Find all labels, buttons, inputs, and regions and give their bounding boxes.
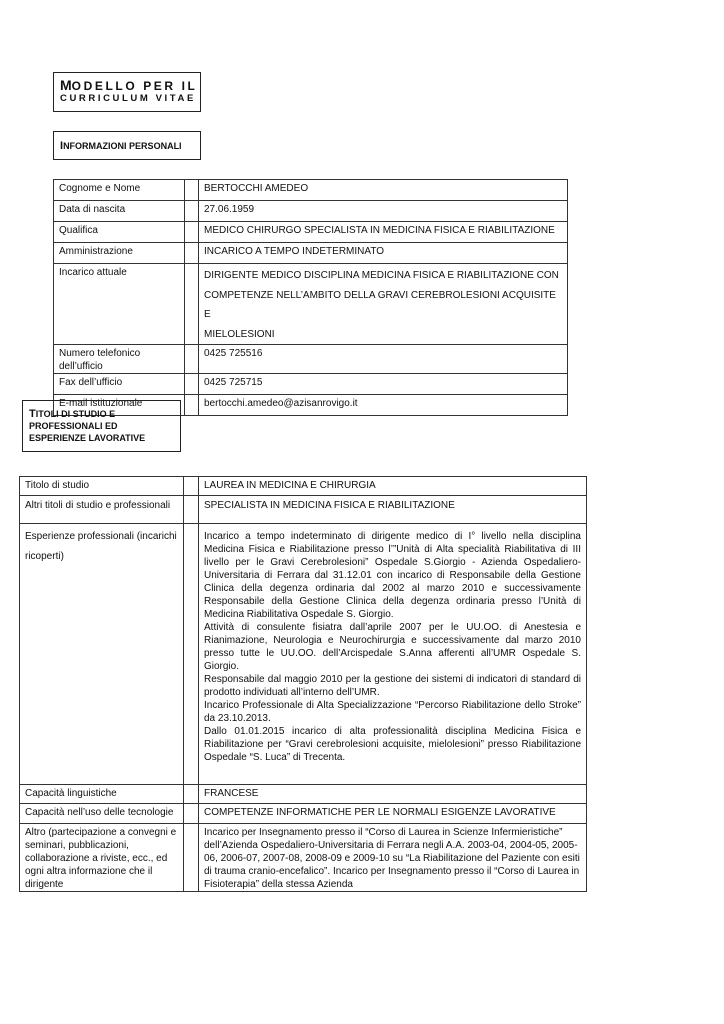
- row-value: SPECIALISTA IN MEDICINA FISICA E RIABILITAZIONE: [199, 496, 587, 524]
- table-row: [54, 374, 568, 395]
- row-label: Esperienze professionali (incarichi ricoperti): [20, 524, 184, 785]
- table-row: [20, 824, 587, 892]
- row-value: 0425 725715: [199, 374, 568, 395]
- row-label: Qualifica: [54, 222, 185, 243]
- row-value: MEDICO CHIRURGO SPECIALISTA IN MEDICINA FISICA E RIABILITAZIONE: [199, 222, 568, 243]
- title-line-2: CURRICULUM VITAE: [60, 93, 196, 104]
- row-value: INCARICO A TEMPO INDETERMINATO: [199, 243, 568, 264]
- table-row: [20, 785, 587, 804]
- row-label: Capacità linguistiche: [20, 785, 184, 804]
- row-value: bertocchi.amedeo@azisanrovigo.it: [199, 395, 568, 416]
- row-label: Cognome e Nome: [54, 180, 185, 201]
- row-value: 0425 725516: [199, 345, 568, 374]
- row-value: COMPETENZE INFORMATICHE PER LE NORMALI ESIGENZE LAVORATIVE: [199, 804, 587, 824]
- table-row: [54, 201, 568, 222]
- personal-info-table: [53, 179, 568, 416]
- row-label: Incarico attuale: [54, 264, 185, 345]
- row-value: BERTOCCHI AMEDEO: [199, 180, 568, 201]
- table-row: [54, 243, 568, 264]
- experience-paragraph: Incarico Professionale di Alta Specializzazione “Percorso Riabilitazione dello Stroke” da 23.10.2013.: [204, 700, 581, 724]
- experience-paragraph: Incarico a tempo indeterminato di dirigente medico di I° livello nella disciplina Medicina Fisica e Riabilitazione presso l’”Unità di Alta specialità Riabilitativa di III livello per le Gravi Cerebrolesioni” Ospedale S.Giorgio - Azienda Ospedaliero-Universitaria di Ferrara dal 31.12.01 con incarico di Responsabile della Gestione Clinica della degenza ordinaria dal 2002 al marzo 2010 e successivamente Responsabile della Gestione Clinica della degenza ordinaria presso l’Unità di Medicina Riabilitativa Ospedale S. Giorgio.: [204, 531, 581, 620]
- row-label: Altro (partecipazione a convegni e seminari, pubblicazioni, collaborazione a riviste, ecc., ed ogni altra informazione che il dirigente: [20, 824, 184, 892]
- row-value: LAUREA IN MEDICINA E CHIRURGIA: [199, 477, 587, 496]
- row-label: Titolo di studio: [20, 477, 184, 496]
- curriculum-title-box: [53, 72, 201, 112]
- table-row: [54, 180, 568, 201]
- row-value: 27.06.1959: [199, 201, 568, 222]
- row-label: Numero telefonico dell’ufficio: [54, 345, 185, 374]
- experience-paragraph: Dallo 01.01.2015 incarico di alta professionalità disciplina Medicina Fisica e Riabilitazione per “Gravi cerebrolesioni acquisite, mielolesioni” presso Riabilitazione Ospedale “S. Luca” di Trecenta.: [204, 726, 581, 763]
- table-row: [54, 345, 568, 374]
- table-row: [20, 524, 587, 785]
- section-heading-personal-info: INFORMAZIONI PERSONALI: [53, 131, 201, 160]
- table-row: [20, 496, 587, 524]
- studies-experience-table: [19, 476, 587, 892]
- row-label: Amministrazione: [54, 243, 185, 264]
- row-value: DIRIGENTE MEDICO DISCIPLINA MEDICINA FISICA E RIABILITAZIONE CON COMPETENZE NELL’AMBITO DELLA GRAVI CEREBROLESIONI ACQUISITE E MIELOLESIONI: [199, 264, 568, 345]
- experience-paragraph: Responsabile dal maggio 2010 per la gestione dei sistemi di indicatori di standard di prodotto individuati all’interno dell’UMR.: [204, 674, 581, 698]
- table-row: [20, 477, 587, 496]
- experience-text: [199, 524, 587, 785]
- table-row: [54, 222, 568, 243]
- table-row: [20, 804, 587, 824]
- row-label: Capacità nell’uso delle tecnologie: [20, 804, 184, 824]
- row-label: Altri titoli di studio e professionali: [20, 496, 184, 524]
- row-label: Data di nascita: [54, 201, 185, 222]
- row-value: FRANCESE: [199, 785, 587, 804]
- section-heading-studies: TITOLI DI STUDIO E PROFESSIONALI ED ESPERIENZE LAVORATIVE: [22, 400, 181, 452]
- row-value: Incarico per Insegnamento presso il “Corso di Laurea in Scienze Infermieristiche” dell’Azienda Ospedaliero-Universitaria di Ferrara negli A.A. 2003-04, 2004-05, 2005-06, 2006-07, 2007-08, 2008-09 e 2009-10 su “La Riabilitazione del Paziente con esiti di trauma cranio-encefalico”. Incarico per Insegnamento presso il “Corso di Laurea in Fisioterapia” della stessa Azienda: [199, 824, 587, 892]
- title-line-1: MODELLO PER IL: [60, 77, 198, 93]
- row-label: Fax dell’ufficio: [54, 374, 185, 395]
- experience-paragraph: Attività di consulente fisiatra dall’aprile 2007 per le UU.OO. di Anestesia e Rianimazione, Neurologia e Neurochirurgia e successivamente dal marzo 2010 presso tutte le UU.OO. dell’Arcispedale S.Anna afferenti all’UMR Ospedale S. Giorgio.: [204, 622, 581, 672]
- row-label: E-mail istituzionale: [54, 395, 185, 416]
- table-row: [54, 264, 568, 345]
